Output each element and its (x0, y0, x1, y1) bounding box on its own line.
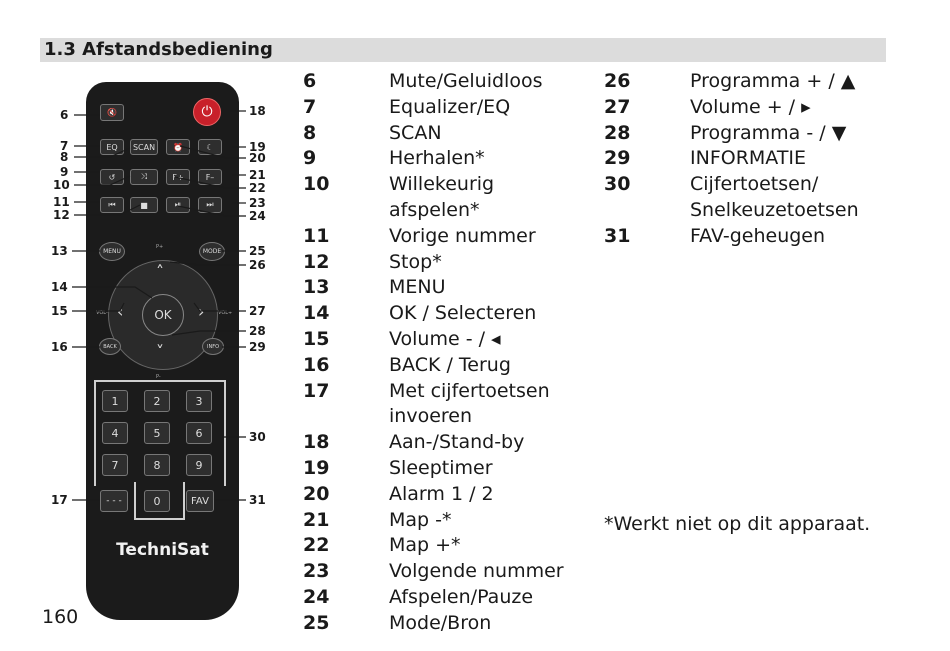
sleep-button: ☾ (198, 139, 222, 155)
legend-text: Aan-/Stand-by (389, 431, 525, 454)
callout-25: 25 (249, 244, 266, 258)
legend-text: Met cijfertoetsen (389, 379, 550, 402)
legend-number: 28 (604, 121, 631, 144)
callout-24: 24 (249, 209, 266, 223)
dash-key: - - - (100, 490, 128, 512)
callout-13: 13 (51, 244, 68, 258)
legend-text: Mute/Geluidloos (389, 70, 543, 92)
number-key-8: 8 (144, 454, 170, 476)
legend-number: 17 (303, 379, 330, 402)
legend-row (303, 69, 599, 95)
legend-number: 10 (303, 173, 330, 196)
brand-logo: TechniSat (116, 540, 209, 560)
repeat-button: ↺ (100, 169, 124, 185)
legend-text: Volgende nummer (389, 560, 564, 583)
fav-key: FAV (186, 490, 214, 512)
ok-button: OK (142, 294, 184, 336)
legend-text: Map +* (389, 534, 461, 557)
up-arrow-icon: ˄ (156, 262, 164, 281)
callout-19: 19 (249, 140, 266, 154)
callout-9: 9 (60, 165, 69, 179)
legend-text: Snelkeuzetoetsen (690, 198, 859, 221)
legend-row (303, 224, 599, 250)
next-button: ⏭ (198, 197, 222, 213)
legend-row (303, 301, 599, 327)
alarm-button: ⏰ (166, 139, 190, 155)
legend-text: FAV-geheugen (690, 224, 826, 247)
shuffle-button: ⤨ (130, 169, 158, 185)
legend-number: 23 (303, 560, 330, 583)
legend-text: BACK / Terug (389, 353, 511, 376)
callout-18: 18 (249, 104, 266, 118)
mute-button: 🔇 (100, 104, 124, 121)
callout-31: 31 (249, 493, 266, 507)
legend-row (303, 198, 599, 224)
legend-row (303, 611, 599, 637)
legend-number: 12 (303, 250, 330, 273)
callout-27: 27 (249, 304, 266, 318)
legend-number: 11 (303, 224, 330, 247)
legend-row (303, 585, 599, 611)
legend-row (604, 224, 900, 250)
menu-button: MENU (99, 242, 125, 261)
legend-number: 22 (303, 534, 330, 557)
number-key-1: 1 (102, 390, 128, 412)
legend-number: 16 (303, 353, 330, 376)
callout-7: 7 (60, 139, 69, 153)
legend-text: Vorige nummer (389, 224, 536, 247)
callout-6: 6 (60, 108, 69, 122)
callout-10: 10 (53, 178, 70, 192)
legend-number: 20 (303, 482, 330, 505)
legend-number: 25 (303, 611, 330, 634)
legend-text: Herhalen* (389, 147, 485, 170)
legend-row (303, 456, 599, 482)
callout-11: 11 (53, 195, 70, 209)
number-key-6: 6 (186, 422, 212, 444)
callout-23: 23 (249, 196, 266, 210)
legend-text: Map -* (389, 508, 452, 531)
legend-text: Sleeptimer (389, 456, 493, 479)
legend-number: 14 (303, 302, 330, 325)
callout-8: 8 (60, 150, 69, 164)
callout-26: 26 (249, 258, 266, 272)
callout-12: 12 (53, 208, 70, 222)
volume-plus-label: VOL+ (218, 310, 233, 316)
legend-number (303, 404, 389, 430)
legend-text: Programma - / ▼ (690, 121, 847, 144)
legend-number: 29 (604, 147, 631, 170)
legend-row (303, 404, 599, 430)
legend-text: Mode/Bron (389, 611, 492, 634)
legend-number: 24 (303, 585, 330, 608)
legend-row (303, 275, 599, 301)
legend-row (303, 172, 599, 198)
legend-row (303, 250, 599, 276)
legend-text: Afspelen/Pauze (389, 585, 534, 608)
legend-number: 21 (303, 508, 330, 531)
legend-text: Volume - / ◂ (389, 327, 501, 350)
legend-row (604, 172, 900, 198)
legend-number (604, 198, 690, 224)
legend-number (303, 198, 389, 224)
legend-row (303, 508, 599, 534)
legend-row (303, 327, 599, 353)
right-arrow-icon: › (198, 302, 205, 321)
legend-text: Stop* (389, 250, 442, 273)
folder-plus-button: F+ (166, 169, 190, 185)
previous-button: ⏮ (100, 197, 124, 213)
legend-text: afspelen* (389, 198, 480, 221)
page-number: 160 (42, 606, 79, 628)
number-key-9: 9 (186, 454, 212, 476)
legend-number: 30 (604, 173, 631, 196)
legend-row (604, 95, 900, 121)
legend-column-2 (604, 69, 900, 250)
legend-column-1 (303, 69, 599, 637)
number-key-3: 3 (186, 390, 212, 412)
legend-number: 27 (604, 95, 631, 118)
legend-number: 6 (303, 70, 317, 92)
power-button: ⏻ (193, 98, 221, 126)
info-button: INFO (202, 338, 224, 355)
callout-28: 28 (249, 324, 266, 338)
number-key-2: 2 (144, 390, 170, 412)
legend-row (303, 121, 599, 147)
down-arrow-icon: ˅ (156, 342, 164, 361)
legend-row (604, 121, 900, 147)
number-key-4: 4 (102, 422, 128, 444)
legend-row (303, 95, 599, 121)
callout-21: 21 (249, 168, 266, 182)
callout-22: 22 (249, 181, 266, 195)
legend-text: invoeren (389, 405, 473, 428)
legend-text: Programma + / ▲ (690, 70, 856, 92)
volume-minus-label: VOL- (96, 310, 108, 316)
legend-number: 7 (303, 95, 317, 118)
legend-row (303, 533, 599, 559)
folder-minus-button: F– (198, 169, 222, 185)
callout-14: 14 (51, 280, 68, 294)
legend-number: 26 (604, 70, 631, 92)
play-pause-button: ⏯ (166, 197, 190, 213)
legend-text: OK / Selecteren (389, 302, 537, 325)
callout-16: 16 (51, 340, 68, 354)
callout-15: 15 (51, 304, 68, 318)
legend-number: 19 (303, 456, 330, 479)
legend-text: MENU (389, 276, 446, 299)
legend-row (604, 69, 900, 95)
callout-29: 29 (249, 340, 266, 354)
legend-row (303, 559, 599, 585)
legend-text: Equalizer/EQ (389, 95, 511, 118)
legend-row (303, 146, 599, 172)
program-minus-label: P- (156, 374, 161, 380)
legend-row (303, 353, 599, 379)
legend-number: 8 (303, 121, 317, 144)
callout-20: 20 (249, 151, 266, 165)
number-key-5: 5 (144, 422, 170, 444)
callout-30: 30 (249, 430, 266, 444)
legend-text: Volume + / ▸ (690, 95, 811, 118)
legend-number: 31 (604, 224, 631, 247)
legend-number: 9 (303, 147, 317, 170)
number-key-0: 0 (144, 490, 170, 512)
legend-row (303, 430, 599, 456)
back-button: BACK (99, 338, 121, 355)
mode-button: MODE (199, 242, 225, 261)
section-title: 1.3 Afstandsbediening (44, 39, 273, 60)
scan-button: SCAN (130, 139, 158, 155)
legend-text: SCAN (389, 121, 442, 144)
legend-number: 18 (303, 431, 330, 454)
legend-row (604, 198, 900, 224)
legend-row (604, 146, 900, 172)
callout-17: 17 (51, 493, 68, 507)
legend-text: Willekeurig (389, 173, 495, 196)
legend-number: 13 (303, 276, 330, 299)
legend-text: INFORMATIE (690, 147, 807, 170)
number-key-7: 7 (102, 454, 128, 476)
legend-row (303, 482, 599, 508)
stop-button: ■ (130, 197, 158, 213)
legend-number: 15 (303, 327, 330, 350)
eq-button: EQ (100, 139, 124, 155)
program-plus-label: P+ (156, 244, 164, 250)
legend-row (303, 379, 599, 405)
legend-text: Alarm 1 / 2 (389, 482, 494, 505)
legend-text: Cijfertoetsen/ (690, 173, 819, 196)
footnote: *Werkt niet op dit apparaat. (604, 513, 871, 535)
left-arrow-icon: ‹ (117, 302, 124, 321)
